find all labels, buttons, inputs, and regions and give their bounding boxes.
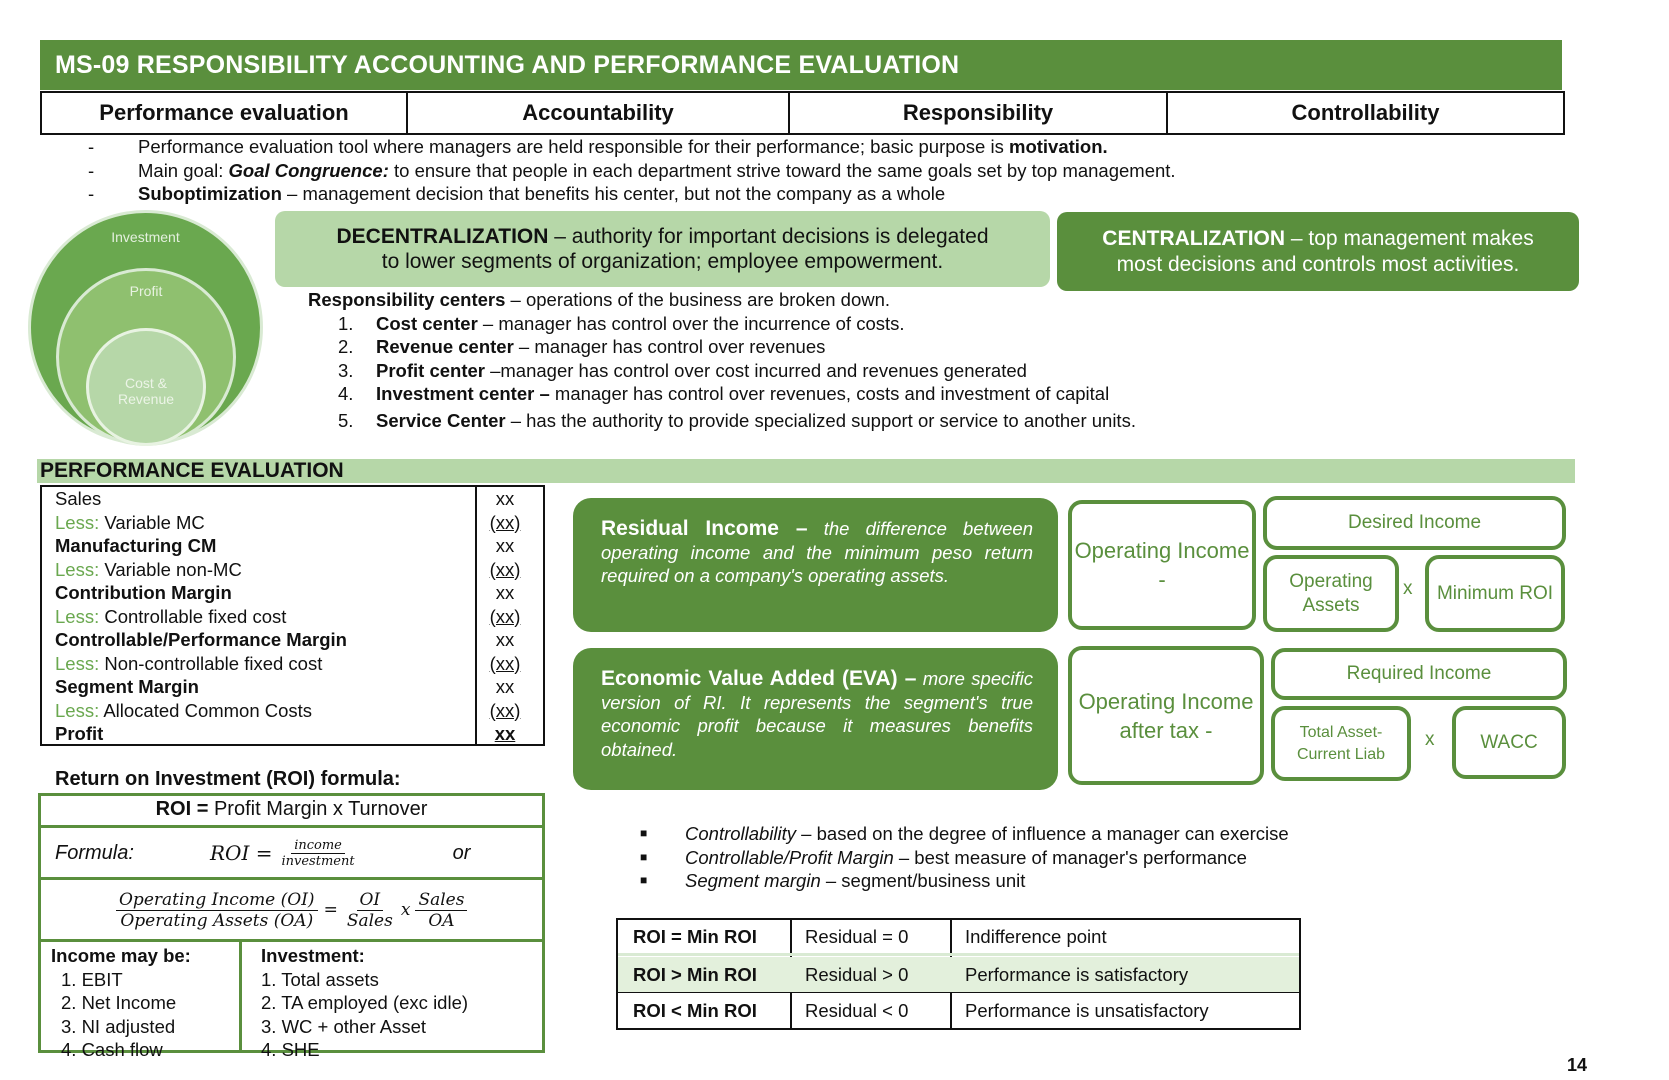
less-label: Less:: [55, 605, 100, 627]
frac-denominator: Sales: [346, 910, 393, 931]
frac-numerator: income: [291, 838, 345, 854]
residual-def: the difference between operating income and the minimum peso return required on a company's operating assets.: [601, 518, 1034, 586]
intro-bullet: - Suboptimization – management decision that benefits his center, but not the company as a whole: [88, 183, 946, 204]
statement-row: [55, 582, 535, 606]
investment-item: 3. WC + other Asset: [261, 1015, 427, 1037]
concepts-row: [40, 91, 1565, 135]
statement-label: Segment Margin: [55, 676, 199, 697]
desired-income-box: Desired Income: [1263, 496, 1566, 550]
statement-row: [55, 653, 535, 677]
note-term: Controllable/Profit Margin: [685, 846, 894, 868]
note-term: Controllability: [685, 823, 797, 844]
frac-denominator: investment: [281, 853, 355, 869]
intro-bullet: - Main goal: Goal Congruence: to ensure that people in each department strive toward the same goals set by top management.: [88, 159, 1176, 181]
eq-sign: =: [323, 900, 338, 920]
resp-item-name: Profit center: [376, 359, 485, 381]
circle-label: Cost & Revenue: [117, 375, 175, 407]
investment-item: 2. TA employed (exc idle): [261, 992, 469, 1013]
operating-income-after-tax-box: Operating Income after tax -: [1068, 646, 1264, 785]
statement-amount: xx: [495, 535, 515, 556]
less-label: Less:: [55, 652, 100, 674]
resp-item-def: – manager has control over revenues: [513, 336, 826, 357]
roi-condition: ROI < Min ROI: [633, 1000, 757, 1021]
resp-item-name: Revenue center: [376, 336, 514, 357]
statement-amount: xx: [495, 488, 515, 509]
statement-label: Sales: [55, 488, 102, 509]
statement-label: Non-controllable fixed cost: [99, 652, 323, 674]
resp-item-name: Service Center: [376, 409, 506, 431]
table-row: [618, 993, 1299, 1029]
total-asset-current-liab-box: Total Asset- Current Liab: [1271, 706, 1411, 781]
concept-accountability: Accountability: [408, 93, 790, 133]
roi-expanded-row: [116, 885, 536, 935]
resp-item-num: 2.: [338, 336, 354, 357]
statement-label: Controllable/Performance Margin: [55, 629, 347, 650]
operating-assets-box: Operating Assets: [1263, 555, 1399, 632]
resp-item-def: – has the authority to provide specialized support or service to another units.: [505, 409, 1136, 431]
statement-label: Allocated Common Costs: [99, 699, 313, 721]
roi-eq: ROI =: [210, 841, 273, 865]
required-income-box: Required Income: [1271, 648, 1567, 700]
note-item: ■ Segment margin – segment/business unit: [640, 870, 1026, 891]
statement-label: Contribution Margin: [55, 582, 232, 603]
statement-amount: xx: [495, 676, 515, 697]
note-def: – best measure of manager's performance: [893, 846, 1247, 868]
result: Indifference point: [965, 925, 1107, 947]
eva-term: Economic Value Added (EVA) –: [601, 667, 917, 690]
roi-main-bold: ROI =: [155, 798, 209, 820]
intro-text: – management decision that benefits his center, but not the company as a whole: [281, 183, 946, 204]
roi-condition: ROI > Min ROI: [633, 963, 757, 985]
intro-bold: Suboptimization: [138, 183, 282, 204]
resp-heading-def: – operations of the business are broken down.: [505, 289, 891, 310]
frac-denominator: Operating Assets (OA): [120, 910, 314, 931]
centralization-def: – top management makes: [1285, 227, 1534, 250]
statement-label: Profit: [55, 723, 104, 744]
eva-def: more specific version of RI. It represents the segment's true economic profit because it measures benefits obtained.: [601, 668, 1033, 760]
resp-item-num: 5.: [338, 409, 354, 431]
concept-performance-evaluation: Performance evaluation: [42, 93, 408, 133]
resp-item-num: 3.: [338, 359, 354, 381]
residual-income-box: [573, 498, 1058, 632]
statement-amount: (xx): [489, 699, 521, 721]
statement-row: [55, 606, 535, 630]
note-term: Segment margin: [685, 870, 821, 891]
frac-denominator: OA: [428, 910, 455, 931]
frac-numerator: Sales: [415, 890, 467, 911]
statement-row: [55, 559, 535, 583]
less-label: Less:: [55, 558, 100, 580]
statement-amount: (xx): [489, 652, 521, 674]
statement-amount: (xx): [489, 558, 521, 580]
resp-item-name: Cost center: [376, 312, 478, 334]
intro-bullets: [88, 135, 1538, 206]
resp-item: [308, 382, 1308, 406]
resp-item-def: manager has control over revenues, costs and investment of capital: [549, 383, 1110, 404]
times-sign: x: [400, 900, 411, 920]
income-list: [51, 944, 236, 1062]
decentralization-def: to lower segments of organization; employee empowerment.: [381, 250, 944, 273]
residual-condition: Residual = 0: [805, 925, 909, 947]
table-row: [618, 957, 1299, 993]
investment-heading: Investment:: [261, 945, 365, 966]
decentralization-def: – authority for important decisions is delegated: [548, 225, 989, 248]
minimum-roi-box: Minimum ROI: [1425, 555, 1565, 632]
wacc-box: WACC: [1452, 706, 1566, 779]
divider: [239, 939, 242, 1050]
roi-decision-table: [616, 918, 1301, 1030]
circle-label: Investment: [111, 229, 180, 245]
intro-text: Main goal:: [138, 159, 229, 181]
roi-formula-row: [55, 833, 535, 873]
resp-item: [308, 335, 1308, 359]
statement-amount: xx: [495, 582, 515, 603]
statement-row: [55, 723, 535, 747]
segmented-income-statement: [40, 485, 545, 746]
centralization-def: most decisions and controls most activities.: [1116, 253, 1520, 276]
income-heading: Income may be:: [51, 945, 191, 966]
statement-label: Variable MC: [99, 511, 205, 533]
resp-item-num: 1.: [338, 312, 354, 334]
less-label: Less:: [55, 511, 100, 533]
operating-income-box: Operating Income -: [1068, 500, 1256, 630]
note-item: ■ Controllability – based on the degree of influence a manager can exercise: [640, 823, 1289, 844]
frac-numerator: Operating Income (OI): [116, 890, 318, 911]
concept-controllability: Controllability: [1291, 100, 1440, 125]
decentralization-term: DECENTRALIZATION: [336, 225, 549, 248]
decentralization-box: [275, 211, 1050, 287]
statement-row: [55, 535, 535, 559]
result: Performance is unsatisfactory: [965, 1000, 1209, 1021]
statement-label: Variable non-MC: [99, 558, 242, 580]
statement-row: [55, 512, 535, 536]
oi-over-oa: [116, 890, 318, 931]
statement-amount: (xx): [489, 511, 521, 533]
income-item: 4. Cash flow: [61, 1039, 163, 1060]
income-item: 1. EBIT: [61, 968, 123, 990]
centralization-box: [1057, 212, 1579, 291]
statement-amount: (xx): [489, 605, 521, 627]
divider: [41, 877, 542, 880]
centralization-term: CENTRALIZATION: [1102, 227, 1286, 250]
sales-over-oa: [415, 890, 467, 931]
investment-item: 1. Total assets: [261, 968, 379, 990]
divider: [41, 825, 542, 828]
statement-amount: xx: [494, 723, 516, 744]
intro-text: to ensure that people in each department strive toward the same goals set by top management.: [388, 159, 1176, 181]
note-def: – segment/business unit: [820, 870, 1026, 891]
roi-formula-box: [38, 793, 545, 1060]
income-item: 3. NI adjusted: [61, 1015, 176, 1037]
roi-condition: ROI = Min ROI: [633, 925, 757, 947]
intro-text: Performance evaluation tool where managers are held responsible for their performance; basic purpose is: [138, 136, 1009, 157]
frac-numerator: OI: [357, 890, 384, 911]
intro-bold: motivation.: [1009, 136, 1108, 157]
circle-label: Profit: [129, 283, 163, 299]
roi-main-text: Profit Margin x Turnover: [208, 798, 428, 820]
less-label: Less:: [55, 699, 100, 721]
residual-condition: Residual < 0: [805, 1000, 909, 1021]
statement-label: Controllable fixed cost: [99, 605, 287, 627]
statement-amount: xx: [495, 629, 515, 650]
note-item: ■ Controllable/Profit Margin – best measure of manager's performance: [640, 846, 1247, 868]
statement-label: Manufacturing CM: [55, 535, 217, 556]
resp-item: [308, 312, 1308, 336]
result: Performance is satisfactory: [965, 963, 1189, 985]
page-number: 14: [1567, 1055, 1588, 1075]
resp-item-name: Investment center –: [376, 383, 550, 404]
roi-heading: Return on Investment (ROI) formula:: [55, 768, 401, 790]
investment-list: [261, 944, 541, 1062]
resp-item: [308, 409, 1308, 433]
eva-box: [573, 648, 1058, 790]
residual-term: Residual Income –: [601, 517, 808, 540]
page-title: MS-09 RESPONSIBILITY ACCOUNTING AND PERFORMANCE EVALUATION: [40, 40, 1562, 90]
or-label: or: [452, 841, 471, 864]
divider: [41, 939, 542, 942]
resp-item-def: – manager has control over the incurrence of costs.: [477, 312, 905, 334]
statement-row: [55, 700, 535, 724]
note-def: – based on the degree of influence a manager can exercise: [796, 823, 1289, 844]
roi-main-formula: [41, 798, 542, 821]
statement-row: [55, 676, 535, 700]
times-sign: x: [1425, 729, 1435, 750]
resp-item: [308, 359, 1308, 383]
resp-heading: [308, 288, 1308, 312]
intro-bold: Goal Congruence:: [228, 159, 389, 181]
resp-heading-term: Responsibility centers: [308, 289, 506, 310]
investment-item: 4. SHE: [261, 1039, 320, 1060]
resp-item-def: –manager has control over cost incurred and revenues generated: [484, 359, 1027, 381]
resp-item-num: 4.: [338, 383, 354, 404]
concept-responsibility: Responsibility: [790, 93, 1168, 133]
statement-row: [55, 629, 535, 653]
statement-row: [55, 488, 535, 512]
responsibility-centers: [308, 288, 1308, 432]
times-sign: x: [1403, 578, 1413, 599]
performance-evaluation-banner: PERFORMANCE EVALUATION: [37, 459, 1575, 483]
income-over-investment: [278, 838, 357, 869]
table-row: [618, 920, 1299, 956]
cost-revenue-circle: [86, 328, 206, 446]
residual-condition: Residual > 0: [805, 963, 909, 985]
oi-over-sales: [344, 890, 396, 931]
income-item: 2. Net Income: [61, 992, 177, 1013]
intro-bullet: - Performance evaluation tool where managers are held responsible for their performance; basic purpose is motivation.: [88, 136, 1108, 157]
notes-list: [640, 822, 1540, 893]
formula-label: Formula:: [55, 841, 134, 864]
